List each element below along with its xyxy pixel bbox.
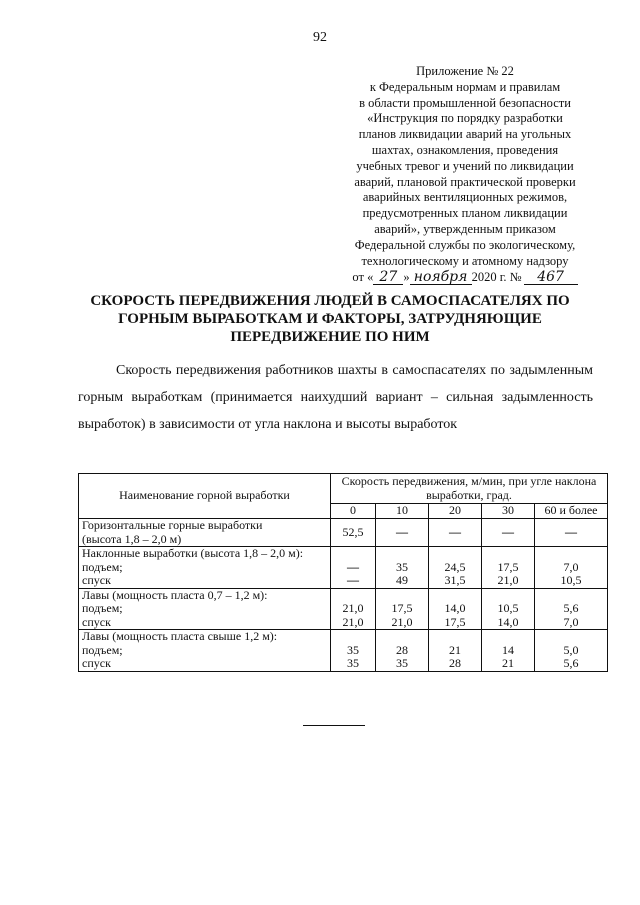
value-cell [535,630,608,672]
row-name-line: спуск [82,614,111,629]
cell-value: 21 [449,642,461,657]
cell-value [538,589,604,603]
value-cell [535,547,608,589]
value-cell [331,547,376,589]
value-cell [376,519,429,547]
value-cell [535,519,608,547]
row-name-line: (высота 1,8 – 2,0 м) [82,531,182,546]
cell-value: — [396,524,408,539]
cell-value: 21 [502,656,514,670]
angle-header: 0 [331,504,376,519]
value-cell [429,588,482,630]
cell-value [538,630,604,644]
cell-value: — [565,524,577,539]
table-row [79,630,608,672]
name-column-header: Наименование горной выработки [79,474,331,519]
row-name-line: спуск [82,573,111,587]
cell-value [485,630,531,644]
value-cell [482,547,535,589]
row-name [79,519,331,547]
cell-value: 21,0 [342,601,364,615]
angle-header: 10 [376,504,429,519]
cell-value: 14 [502,642,514,657]
cell-value [334,589,372,603]
appendix-line: аварий, плановой практической проверки [354,174,576,189]
row-name-line: спуск [82,656,111,670]
cell-value: 5,0 [563,642,579,657]
value-cell [331,630,376,672]
cell-value: — [502,524,514,539]
value-cell [482,519,535,547]
row-name [79,547,331,589]
cell-value: — [347,573,359,587]
date-prefix: от « [352,270,374,285]
row-name [79,630,331,672]
row-name-line: подъем; [82,642,123,657]
cell-value: 31,5 [444,573,466,587]
row-name-line: Наклонные выработки (высота 1,8 – 2,0 м): [82,546,304,560]
table-row [79,547,608,589]
appendix-line: «Инструкция по порядку разработки [367,111,563,126]
cell-value [485,589,531,603]
cell-value: 21,0 [342,614,364,629]
cell-value [432,630,478,644]
cell-value: 17,5 [391,601,413,615]
cell-value [334,630,372,644]
document-title: СКОРОСТЬ ПЕРЕДВИЖЕНИЯ ЛЮДЕЙ В САМОСПАСАТЕЛЯХ ПО ГОРНЫМ ВЫРАБОТКАМ И ФАКТОРЫ, ЗАТРУДНЯЮЩИЕ ПЕРЕДВИЖЕНИЕ ПО НИМ [90,293,570,345]
angle-header: 20 [429,504,482,519]
value-cell [482,588,535,630]
appendix-block [320,64,610,286]
cell-value: 10,5 [560,573,582,587]
handwritten-month: ноября [410,270,472,285]
appendix-line: планов ликвидации аварий на угольных [358,127,572,142]
row-name-line: Лавы (мощность пласта 0,7 – 1,2 м): [82,587,268,602]
page-number: 92 [313,30,327,45]
value-cell [376,630,429,672]
appendix-line: учебных тревог и учений по ликвидации [356,158,574,173]
value-cell [376,588,429,630]
cell-value: 49 [396,573,408,587]
value-cell [429,630,482,672]
intro-paragraph: Скорость передвижения работников шахты в самоспасателях по задымленным горным выработкам (принимается наихудший вариант – сильная задымленность выработок) в зависимости от угла наклона и высоты выработок [78,363,593,432]
cell-value [379,630,425,644]
cell-value: 24,5 [444,559,466,574]
appendix-line: предусмотренных планом ликвидации [362,206,568,221]
footer-divider [303,725,365,726]
table-body [79,519,608,672]
value-cell [331,519,376,547]
cell-value [432,589,478,603]
cell-value: 17,5 [497,559,519,574]
angle-header: 30 [482,504,535,519]
value-cell [535,588,608,630]
cell-value: 28 [449,656,461,670]
cell-value [379,589,425,603]
appendix-line: в области промышленной безопасности [359,95,571,110]
cell-value [432,547,478,561]
value-cell [482,630,535,672]
cell-value: 52,5 [342,524,364,539]
appendix-line: к Федеральным нормам и правилам [369,79,561,94]
cell-value: 35 [347,642,359,657]
handwritten-day: 27 [373,270,403,285]
appendix-line: аварий», утвержденным приказом [374,221,556,236]
table-row [79,588,608,630]
value-cell [429,547,482,589]
cell-value: 7,0 [563,559,579,574]
cell-value [379,547,425,561]
appendix-line: Приложение № 22 [416,64,514,78]
row-name-line: Лавы (мощность пласта свыше 1,2 м): [82,629,278,643]
appendix-line: шахтах, ознакомления, проведения [371,142,559,157]
cell-value: 21,0 [497,573,519,587]
cell-value: 14,0 [497,614,519,629]
value-cell [429,519,482,547]
appendix-line: технологическому и атомному надзору [361,253,569,268]
appendix-line: Федеральной службы по экологическому, [354,237,576,252]
cell-value: 35 [396,656,408,670]
cell-value [485,547,531,561]
value-cell [331,588,376,630]
cell-value: 14,0 [444,601,466,615]
handwritten-order-number: 467 [524,270,578,285]
cell-value: 7,0 [563,614,579,629]
row-name-line: Горизонтальные горные выработки [82,518,263,532]
cell-value: 35 [396,559,408,574]
date-mid: » [403,270,410,285]
cell-value: 10,5 [497,601,519,615]
row-name-line: подъем; [82,601,123,615]
speed-table [78,473,608,672]
appendix-line: аварийных вентиляционных режимов, [362,190,568,205]
speed-column-header: Скорость передвижения, м/мин, при угле наклона выработки, град. [331,474,608,504]
value-cell [376,547,429,589]
cell-value: — [347,559,359,574]
cell-value: — [449,524,461,539]
order-date-line [320,270,610,286]
row-name [79,588,331,630]
date-year: 2020 г. № [471,270,522,285]
angle-header: 60 и более [535,504,608,519]
cell-value [334,547,372,561]
cell-value [538,547,604,561]
cell-value: 35 [347,656,359,670]
cell-value: 5,6 [563,601,579,615]
row-name-line: подъем; [82,559,123,574]
cell-value: 28 [396,642,408,657]
cell-value: 17,5 [444,614,466,629]
cell-value: 5,6 [563,656,579,670]
cell-value: 21,0 [391,614,413,629]
table-row [79,519,608,547]
